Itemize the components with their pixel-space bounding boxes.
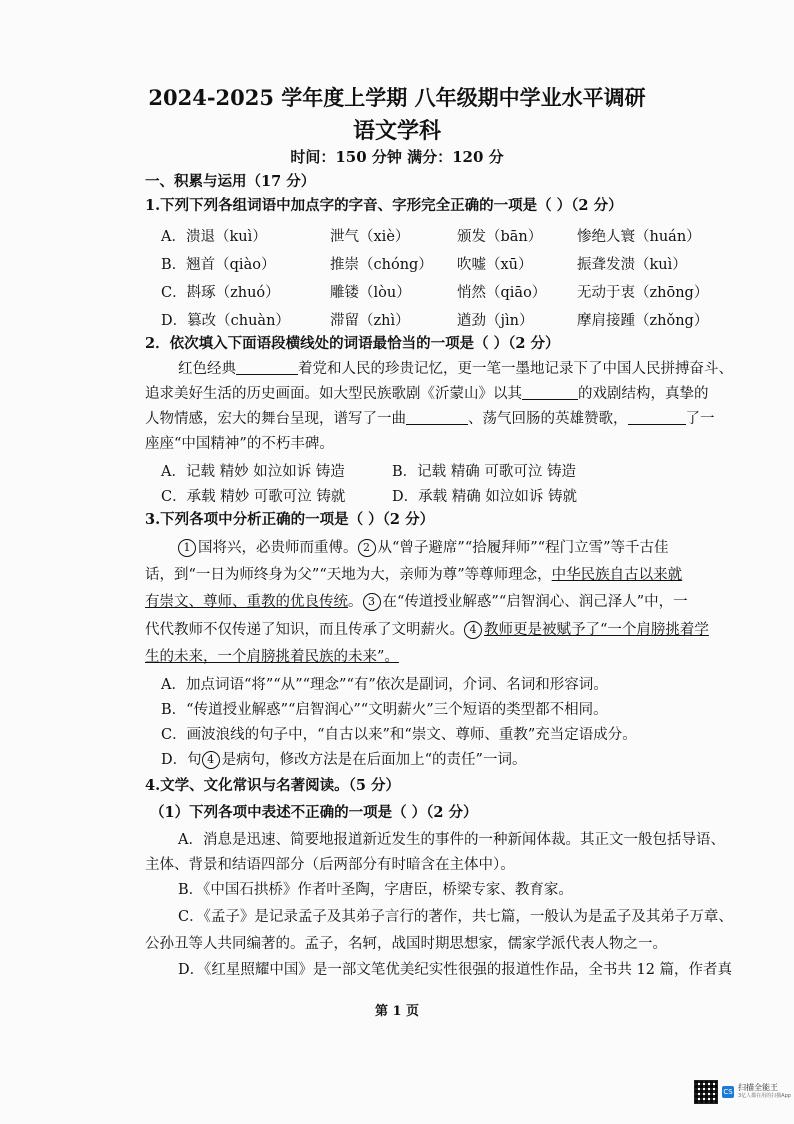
scanner-label <box>738 1083 791 1101</box>
q4-option-c-line1: C．《孟子》是记录孟子及其弟子言行的著作，共七篇，一般认为是孟子及其弟子万章、 <box>178 909 733 925</box>
q3-text: 在“传道授业解惑”“启智润心、润己泽人”中，一 <box>382 594 688 610</box>
q1-option-b1: B．翘首（qiào） <box>161 257 276 273</box>
q3-passage-line5 <box>145 647 399 667</box>
q4-option-b: B．《中国石拱桥》作者叶圣陶，字唐臣，桥梁专家、教育家。 <box>178 882 573 898</box>
q1-option-a2: 泄气（xiè） <box>330 229 410 245</box>
circled-number-4: 4 <box>464 621 482 639</box>
q2-passage-line4: 座座“中国精神”的不朽丰碑。 <box>145 436 334 452</box>
q1-option-d2: 滞留（zhì） <box>330 313 410 329</box>
q1-stem: 1.下列下列各组词语中加点字的字音、字形完全正确的一项是（ ）（2 分） <box>145 197 623 214</box>
q1-option-b2: 推崇（chóng） <box>330 257 433 273</box>
q2-option-a: A．记载 精妙 如泣如诉 铸造 <box>161 464 345 480</box>
q3-option-a: A．加点词语“将”“从”“理念”“有”依次是副词，介词、名词和形容词。 <box>161 677 608 693</box>
page-number: 第 1 页 <box>374 1004 420 1019</box>
q3-text: 国将兴，必贵师而重傅。 <box>198 540 358 556</box>
q2-text: 、荡气回肠的英雄赞歌， <box>468 411 628 427</box>
underlined-sentence: 教师更是被赋予了“一个肩膀挑着学 <box>484 622 709 638</box>
q1-option-c3: 悄然（qiāo） <box>457 285 547 301</box>
q2-stem: 2．依次填入下面语段横线处的词语最恰当的一项是（ ）（2 分） <box>145 335 560 352</box>
fill-blank <box>522 385 578 400</box>
scanner-watermark <box>694 1080 791 1104</box>
q1-option-a4: 惨绝人寰（huán） <box>577 229 701 245</box>
circled-number-2: 2 <box>358 539 376 557</box>
q3-text: 是病句，修改方法是在后面加上“的责任”一词。 <box>221 752 527 768</box>
q3-passage-line3 <box>145 592 688 612</box>
q3-option-d <box>161 750 526 770</box>
q1-option-d1: D．篡改（chuàn） <box>161 313 290 329</box>
q3-passage-line1 <box>178 538 668 558</box>
q1-option-b4: 振聋发溃（kuì） <box>577 257 687 273</box>
q3-stem: 3.下列各项中分析正确的一项是（ ）（2 分） <box>145 511 435 528</box>
q1-option-d4: 摩肩接踵（zhǒng） <box>577 313 709 329</box>
scanner-slogan: 3亿人都在用的扫描App <box>738 1093 791 1099</box>
q2-option-d: D．承载 精确 如泣如诉 铸就 <box>392 489 577 505</box>
q3-option-b: B．“传道授业解惑”“启智润心”“文明薪火”三个短语的类型都不相同。 <box>161 702 608 718</box>
q2-option-b: B．记载 精确 可歌可泣 铸造 <box>392 464 576 480</box>
q3-passage-line4 <box>145 620 709 640</box>
q2-text: 了一 <box>685 411 715 427</box>
q3-text: 从“曾子避席”“拾履拜师”“程门立雪”等千古佳 <box>377 540 669 556</box>
circled-number-3: 3 <box>363 593 381 611</box>
q1-option-b3: 吹嘘（xū） <box>457 257 533 273</box>
underlined-sentence: 有崇文、尊师、重教的优良传统 <box>145 594 348 610</box>
q3-text: D．句 <box>161 752 202 768</box>
q4-option-a-line2: 主体、背景和结语四部分（后两部分有时暗含在主体中）。 <box>145 857 515 873</box>
q1-option-a3: 颁发（bān） <box>457 229 543 245</box>
q2-passage-line3 <box>145 409 715 429</box>
q4-option-a-line1: A．消息是迅速、简要地报道新近发生的事件的一种新闻体裁。其正文一般包括导语、 <box>178 832 725 848</box>
q1-option-c1: C．斟琢（zhuó） <box>161 285 280 301</box>
subject-title: 语文学科 <box>352 118 441 144</box>
q3-text: 代代教师不仅传递了知识，而且传承了文明薪火。 <box>145 622 464 638</box>
q3-text: 。 <box>348 594 363 610</box>
scanner-logo-icon: CS <box>723 1088 733 1096</box>
q1-option-a1: A．溃退（kuì） <box>161 229 267 245</box>
q1-option-d3: 遒劲（jìn） <box>457 313 534 329</box>
q3-text: 话，到“一日为师终身为父”“天地为大，亲师为尊”等尊师理念， <box>145 567 552 583</box>
fill-blank <box>628 410 686 425</box>
circled-number-4: 4 <box>202 751 220 769</box>
circled-number-1: 1 <box>178 539 196 557</box>
q1-option-c4: 无动于衷（zhōng） <box>577 285 709 301</box>
q4-sub-question: （1）下列各项中表述不正确的一项是（ ）（2 分） <box>150 804 478 821</box>
q3-passage-line2 <box>145 565 682 585</box>
underlined-sentence: 中华民族自古以来就 <box>551 567 683 583</box>
page-title: 2024-2025 学年度上学期 八年级期中学业水平调研 <box>148 85 646 110</box>
q2-option-c: C．承载 精妙 可歌可泣 铸就 <box>161 489 346 505</box>
q4-option-d-line1: D．《红星照耀中国》是一部文笔优美纪实性很强的报道性作品，全书共 12 篇，作者真 <box>178 962 733 978</box>
q4-stem: 4.文学、文化常识与名著阅读。（5 分） <box>145 777 401 794</box>
exam-info: 时间：150 分钟 满分：120 分 <box>290 148 504 166</box>
q2-passage-line2 <box>145 384 709 404</box>
q2-text: 人物情感，宏大的舞台呈现，谱写了一曲 <box>145 411 406 427</box>
q2-text: 着党和人民的珍贵记忆，更一笔一墨地记录下了中国人民拼搏奋斗、 <box>298 361 733 377</box>
section-heading: 一、积累与运用（17 分） <box>145 173 316 190</box>
qr-code-icon <box>694 1080 718 1104</box>
q2-text: 追求美好生活的历史画面。如大型民族歌剧《沂蒙山》以其 <box>145 386 522 402</box>
q2-text: 的戏剧结构，真挚的 <box>578 386 709 402</box>
underlined-sentence: 生的未来，一个肩膀挑着民族的未来”。 <box>145 649 399 665</box>
q4-option-c-line2: 公孙丑等人共同编著的。孟子，名轲，战国时期思想家，儒家学派代表人物之一。 <box>145 936 667 952</box>
scanner-name: 扫描全能王 <box>738 1083 778 1092</box>
q3-option-c: C．画波浪线的句子中，“自古以来”和“崇文、尊师、重教”充当定语成分。 <box>161 727 637 743</box>
q2-passage-line1 <box>178 359 733 379</box>
fill-blank <box>406 410 468 425</box>
q2-text: 红色经典 <box>178 361 236 377</box>
q1-option-c2: 雕镂（lòu） <box>330 285 411 301</box>
fill-blank <box>236 360 298 375</box>
